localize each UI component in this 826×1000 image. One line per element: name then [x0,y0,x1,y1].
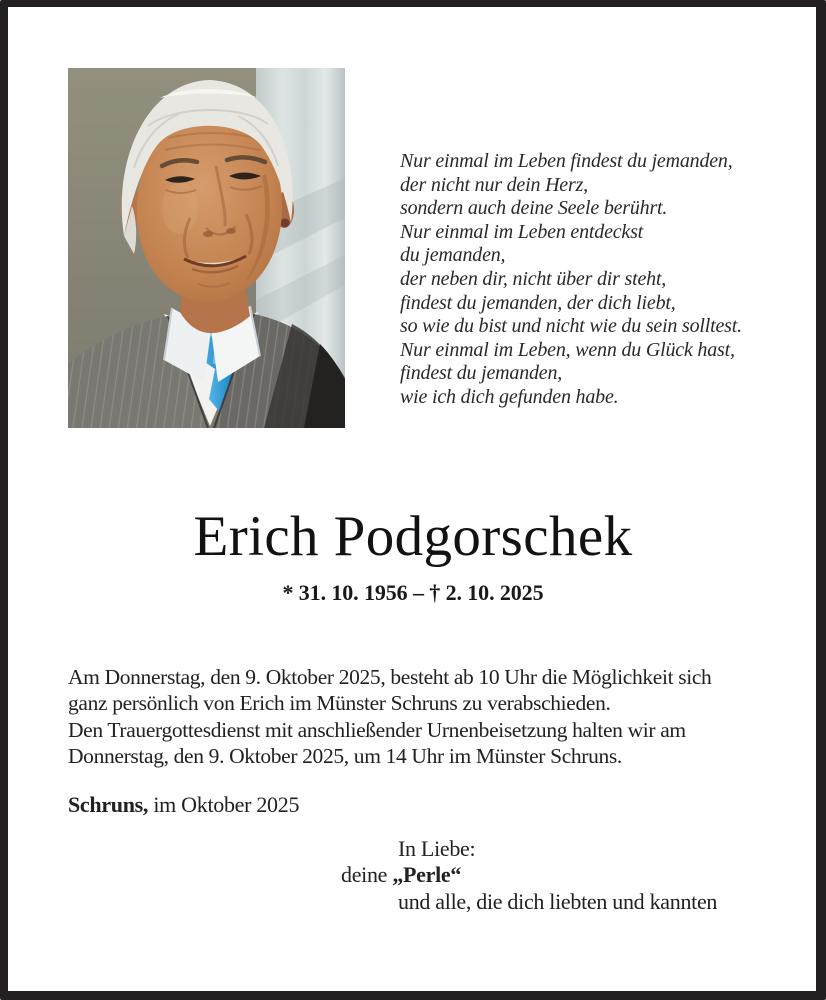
text-line: ganz persönlich von Erich im Münster Schruns zu verabschieden. [68,691,611,716]
closing-signature [341,836,718,915]
memorial-poem [400,150,742,410]
text-line: sondern auch deine Seele berührt. [400,197,668,220]
text-line: wie ich dich gefunden habe. [400,385,619,408]
text-line: Nur einmal im Leben entdeckst [400,220,644,243]
text-line: findest du jemanden, [400,362,563,385]
place-dateline [68,792,299,818]
portrait-photo [68,68,345,428]
text-line: der neben dir, nicht über dir steht, [400,267,667,290]
dateline-text: im Oktober 2025 [148,792,300,817]
closing-line-perle [341,862,717,888]
text-line: der nicht nur dein Herz, [400,173,588,196]
closing-prefix: deine [341,862,393,888]
text-line: du jemanden, [400,244,506,267]
text-line: findest du jemanden, der dich liebt, [400,291,676,314]
text-line: Donnerstag, den 9. Oktober 2025, um 14 Uhr im Münster Schruns. [68,744,622,769]
text-line: Nur einmal im Leben findest du jemanden, [400,150,733,172]
life-dates: * 31. 10. 1956 – † 2. 10. 2025 [282,580,544,605]
text-line: Den Trauergottesdienst mit anschließender Urnenbeisetzung halten wir am [68,717,686,742]
closing-line-alle: und alle, die dich liebten und kannten [398,888,718,914]
funeral-announcement [68,664,711,770]
closing-line-in-liebe: In Liebe: [398,836,476,861]
place-name: Schruns, [68,792,149,817]
closing-name: „Perle“ [392,862,462,888]
text-line: so wie du bist und nicht wie du sein solltest. [400,315,742,338]
deceased-name: Erich Podgorschek [193,505,633,568]
portrait-image [68,68,345,428]
text-line: Am Donnerstag, den 9. Oktober 2025, besteht ab 10 Uhr die Möglichkeit sich [68,665,712,689]
text-line: Nur einmal im Leben, wenn du Glück hast, [400,338,735,361]
